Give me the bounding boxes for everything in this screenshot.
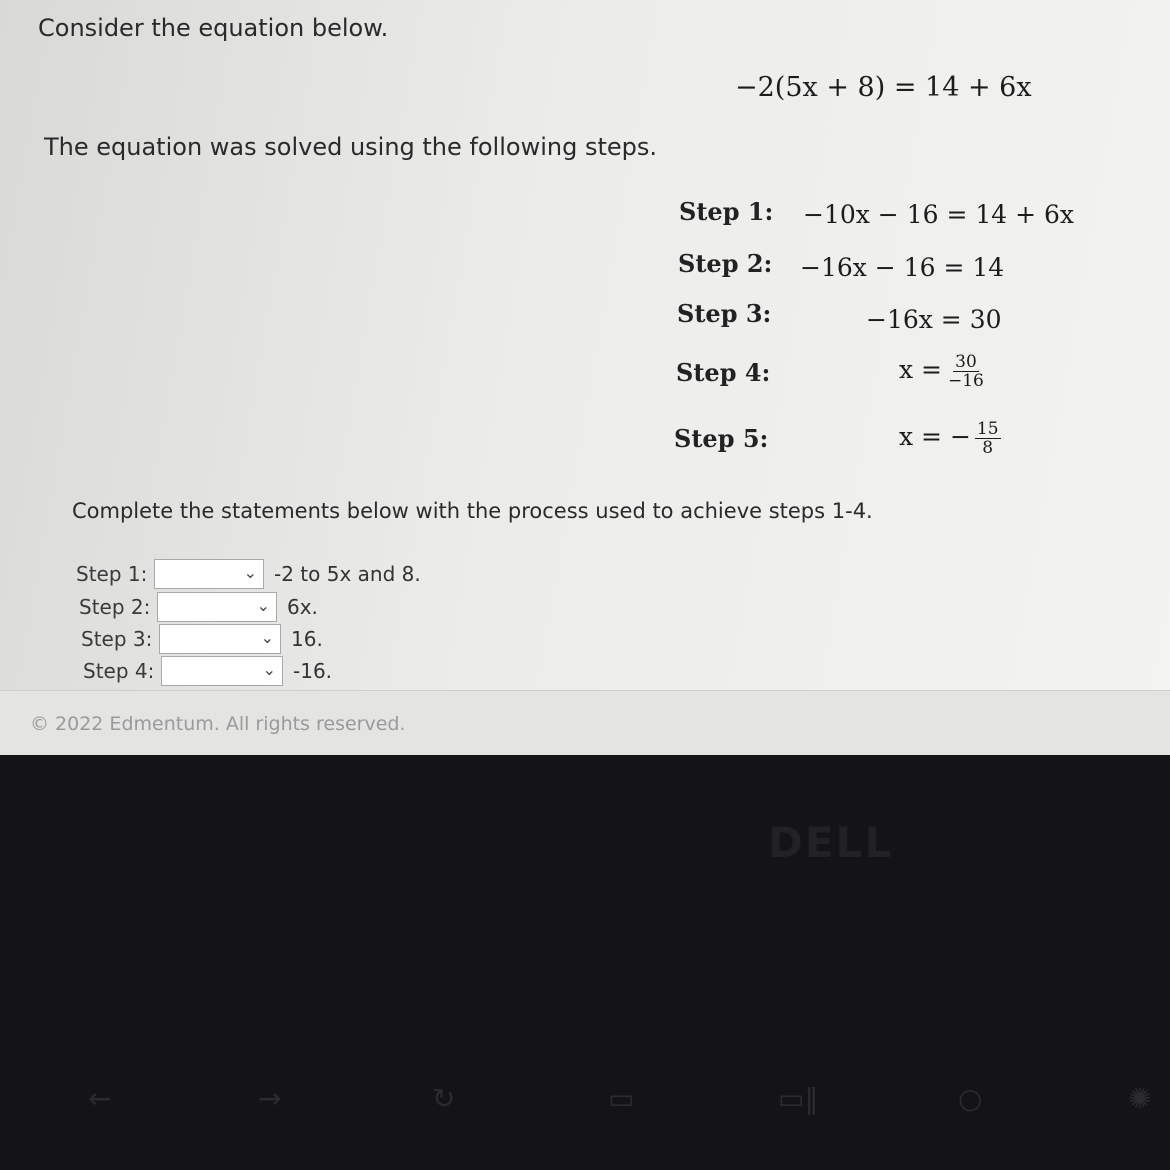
statement-text: 6x. [287, 595, 318, 619]
step-5-numerator: 15 [976, 419, 999, 439]
step-4-dropdown[interactable] [161, 656, 283, 686]
overview-icon[interactable]: ▭‖ [778, 1082, 819, 1115]
step-1-dropdown[interactable] [154, 559, 264, 589]
step-4-lhs: x = [899, 355, 942, 384]
forward-arrow-icon[interactable]: → [258, 1082, 282, 1115]
statement-label: Step 4: [83, 659, 155, 683]
main-equation: −2(5x + 8) = 14 + 6x [735, 72, 1032, 103]
step-3-label: Step 3: [677, 299, 772, 328]
chevron-down-icon: ⌄ [256, 596, 270, 615]
step-4-denominator: −16 [948, 371, 984, 391]
instructions-text: Complete the statements below with the process used to achieve steps 1-4. [72, 499, 873, 523]
step-2-dropdown[interactable] [157, 592, 277, 622]
step-2-equation: −16x − 16 = 14 [800, 253, 1005, 282]
chevron-down-icon: ⌄ [260, 628, 274, 647]
statement-row [83, 655, 332, 687]
chevron-down-icon: ⌄ [262, 660, 276, 679]
solved-text: The equation was solved using the following steps. [44, 133, 657, 161]
statement-row [76, 558, 421, 590]
statement-text: 16. [291, 627, 323, 651]
statement-row [79, 591, 318, 623]
statement-text: -2 to 5x and 8. [274, 562, 421, 586]
brightness-up-icon[interactable]: ✺ [1128, 1082, 1152, 1115]
laptop-logo: DELL [768, 818, 894, 867]
step-4-label: Step 4: [676, 358, 771, 387]
step-5-equation [899, 420, 1001, 457]
step-4-equation [899, 353, 986, 390]
statement-label: Step 1: [76, 562, 148, 586]
step-4-fraction [946, 353, 986, 390]
step-5-fraction [975, 420, 1001, 457]
statement-text: -16. [293, 659, 333, 683]
step-1-equation: −10x − 16 = 14 + 6x [803, 200, 1075, 229]
step-3-dropdown[interactable] [159, 624, 281, 654]
fullscreen-icon[interactable]: ▭ [608, 1082, 635, 1115]
step-5-lhs: x = − [899, 422, 971, 451]
chevron-down-icon: ⌄ [243, 563, 257, 582]
statement-row [81, 623, 323, 655]
step-1-label: Step 1: [679, 197, 774, 226]
page-footer [0, 690, 1170, 755]
step-4-numerator: 30 [955, 352, 977, 372]
copyright-text: © 2022 Edmentum. All rights reserved. [30, 713, 406, 735]
intro-text: Consider the equation below. [38, 14, 389, 42]
refresh-icon[interactable]: ↻ [432, 1082, 456, 1115]
step-2-label: Step 2: [678, 249, 773, 278]
statement-label: Step 3: [81, 627, 153, 651]
statement-label: Step 2: [79, 595, 151, 619]
keyboard-function-row [0, 1070, 1170, 1130]
step-5-denominator: 8 [982, 438, 994, 458]
step-5-label: Step 5: [674, 424, 769, 453]
brightness-down-icon[interactable]: ○ [958, 1082, 983, 1115]
step-3-equation: −16x = 30 [866, 305, 1002, 334]
back-arrow-icon[interactable]: ← [88, 1082, 112, 1115]
